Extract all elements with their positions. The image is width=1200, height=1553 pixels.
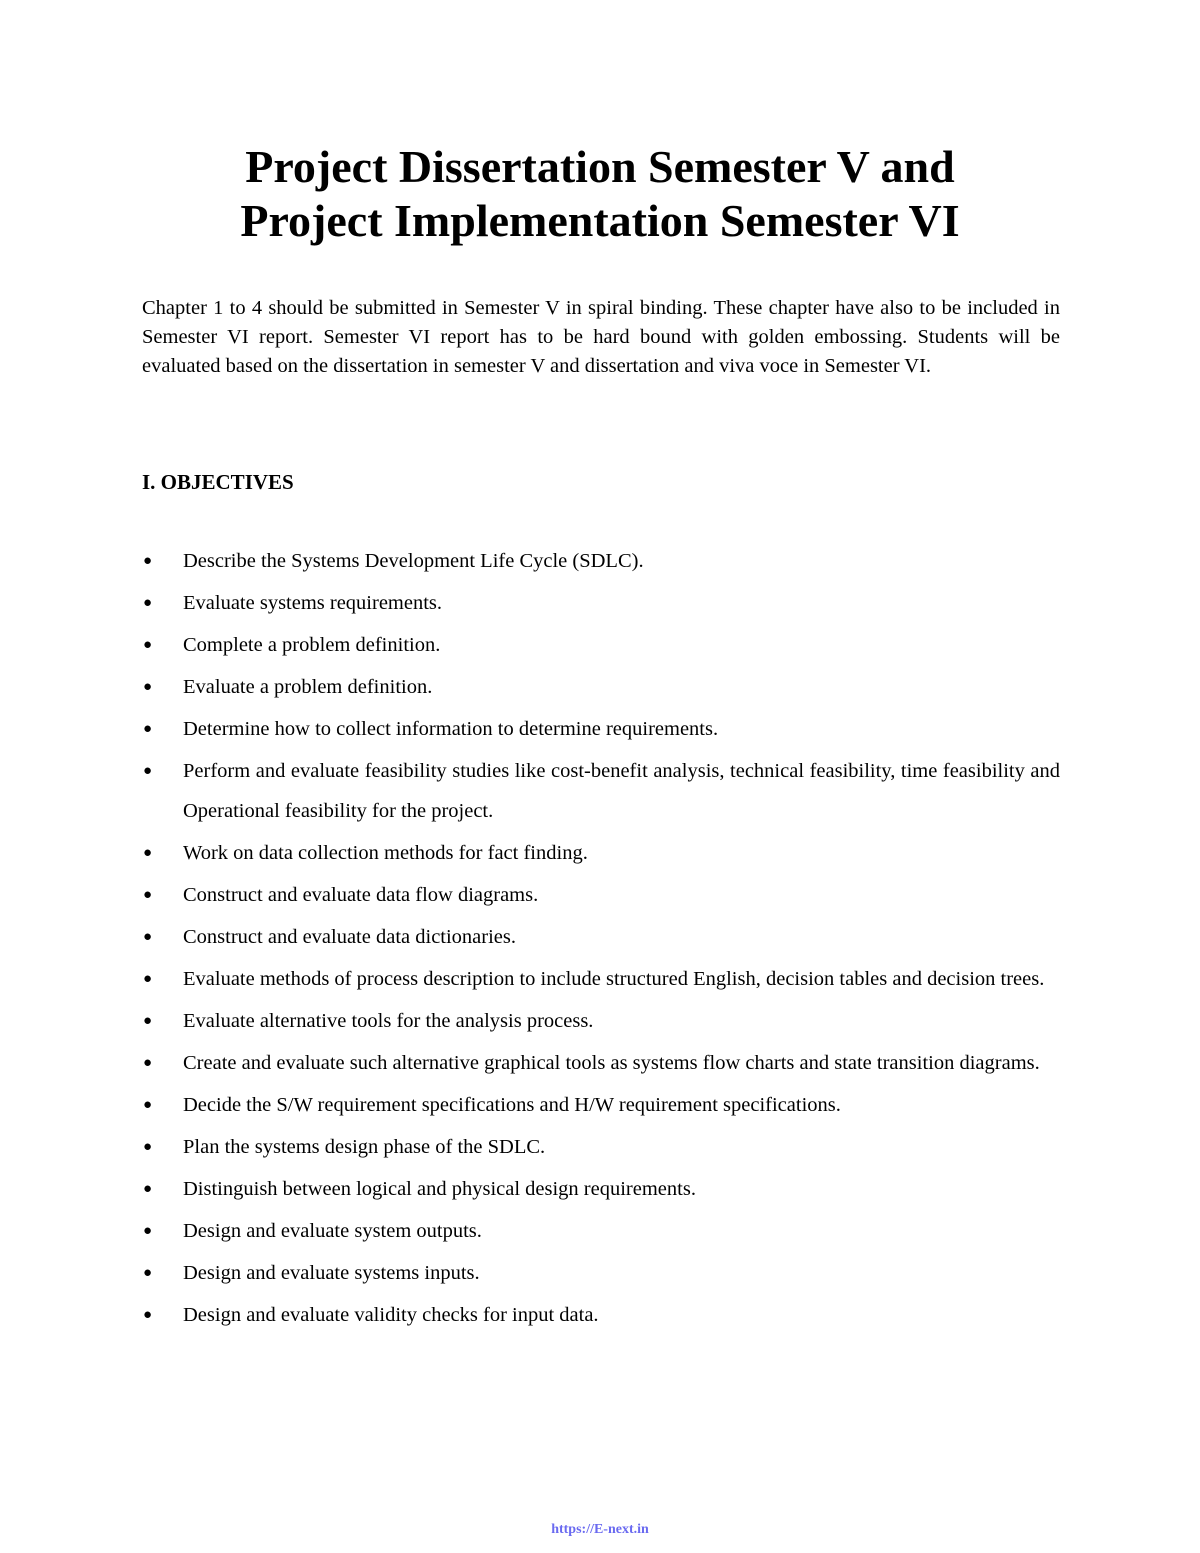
bullet-icon: ● <box>143 971 153 987</box>
objective-item <box>142 917 1060 957</box>
objective-text: Create and evaluate such alternative graphical tools as systems flow charts and state transition diagrams. <box>183 1052 1040 1074</box>
footer-link[interactable]: https://E-next.in <box>551 1522 649 1537</box>
objective-text: Evaluate methods of process description to include structured English, decision tables and decision trees. <box>183 968 1045 990</box>
objective-text: Construct and evaluate data flow diagrams. <box>183 884 539 906</box>
objective-text: Evaluate systems requirements. <box>183 592 443 614</box>
objective-text: Describe the Systems Development Life Cycle (SDLC). <box>183 550 644 572</box>
objective-item <box>142 583 1060 623</box>
objective-text: Design and evaluate systems inputs. <box>183 1262 480 1284</box>
bullet-icon: ● <box>143 1055 153 1071</box>
objective-item <box>142 1043 1060 1083</box>
intro-paragraph: Chapter 1 to 4 should be submitted in Semester V in spiral binding. These chapter have also to be included in Semester VI report. Semester VI report has to be hard bound with golden embossing. Students will be evaluated based on the dissertation in semester V and dissertation and viva voce in Semester VI. <box>142 297 1060 377</box>
bullet-icon: ● <box>143 595 153 611</box>
objective-item <box>142 541 1060 581</box>
objective-item <box>142 875 1060 915</box>
objective-text: Evaluate a problem definition. <box>183 676 433 698</box>
objective-item <box>142 1001 1060 1041</box>
bullet-icon: ● <box>143 1181 153 1197</box>
bullet-icon: ● <box>143 1223 153 1239</box>
objective-text: Complete a problem definition. <box>183 634 441 656</box>
section-heading-objectives: I. OBJECTIVES <box>142 470 294 494</box>
bullet-icon: ● <box>143 637 153 653</box>
page-title <box>0 140 1200 248</box>
bullet-icon: ● <box>143 1013 153 1029</box>
objective-item <box>142 833 1060 873</box>
bullet-icon: ● <box>143 1307 153 1323</box>
objectives-list <box>142 541 1060 1337</box>
bullet-icon: ● <box>143 721 153 737</box>
objective-item <box>142 751 1060 831</box>
objective-item <box>142 1127 1060 1167</box>
bullet-icon: ● <box>143 553 153 569</box>
objective-item <box>142 1253 1060 1293</box>
bullet-icon: ● <box>143 1265 153 1281</box>
objective-text: Plan the systems design phase of the SDLC. <box>183 1136 546 1158</box>
title-line-2: Project Implementation Semester VI <box>240 195 960 246</box>
objective-text: Design and evaluate system outputs. <box>183 1220 482 1242</box>
objective-text: Construct and evaluate data dictionaries. <box>183 926 517 948</box>
objective-text: Perform and evaluate feasibility studies like cost-benefit analysis, technical feasibility, time feasibility and Operational feasibility for the project. <box>183 760 1060 822</box>
objective-item <box>142 709 1060 749</box>
objective-text: Decide the S/W requirement specifications and H/W requirement specifications. <box>183 1094 841 1116</box>
objective-text: Work on data collection methods for fact finding. <box>183 842 588 864</box>
objective-item <box>142 1085 1060 1125</box>
objective-item <box>142 1211 1060 1251</box>
bullet-icon: ● <box>143 845 153 861</box>
bullet-icon: ● <box>143 929 153 945</box>
bullet-icon: ● <box>143 679 153 695</box>
objective-item <box>142 959 1060 999</box>
objective-item <box>142 625 1060 665</box>
objective-item <box>142 667 1060 707</box>
objective-text: Evaluate alternative tools for the analysis process. <box>183 1010 594 1032</box>
objective-text: Distinguish between logical and physical design requirements. <box>183 1178 696 1200</box>
title-line-1: Project Dissertation Semester V and <box>245 141 955 192</box>
objective-item <box>142 1295 1060 1335</box>
objective-text: Determine how to collect information to determine requirements. <box>183 718 719 740</box>
bullet-icon: ● <box>143 1139 153 1155</box>
bullet-icon: ● <box>143 1097 153 1113</box>
objective-item <box>142 1169 1060 1209</box>
bullet-icon: ● <box>143 763 153 779</box>
objective-text: Design and evaluate validity checks for input data. <box>183 1304 599 1326</box>
bullet-icon: ● <box>143 887 153 903</box>
